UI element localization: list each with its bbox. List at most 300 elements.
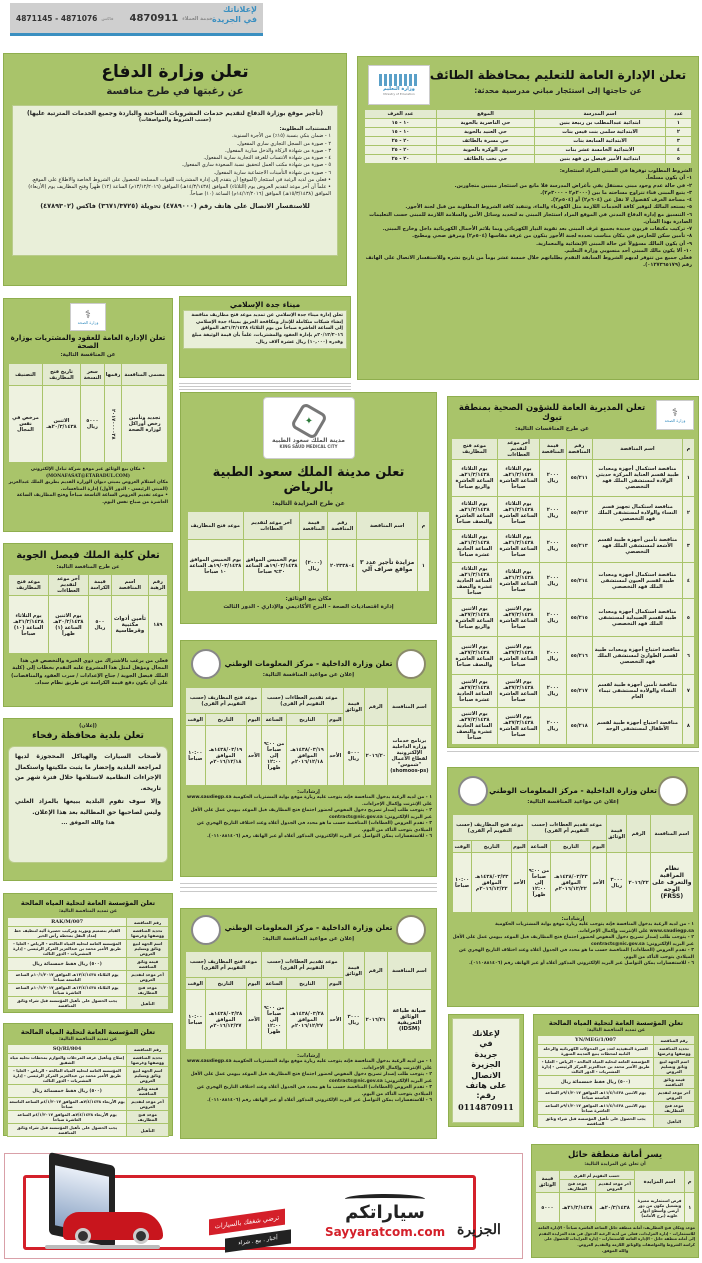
- cell: الأحد: [328, 990, 343, 1050]
- table-row: [538, 1102, 695, 1115]
- instructions-list: [452, 922, 694, 968]
- cell: الابتدائية الخامسة عشر بنات: [535, 146, 666, 155]
- col-header: قيمة المناقصة: [300, 512, 328, 540]
- cell: إصلاح وتأهيل غرفة المرحلات والعوازم بمحطات تحلية مياه الشقيق: [8, 1054, 127, 1067]
- cell: (٢٠٠٠) ريال: [300, 540, 328, 592]
- tender-table: [452, 814, 694, 913]
- cell: SQ/RI/804: [8, 1045, 127, 1054]
- cell: حي الناصرية بالحوية: [436, 119, 534, 128]
- tender-table: [185, 687, 432, 786]
- note: مكان استلام العروض بمبنى ديوان الوزارة القديم بطريق الملك عبدالعزيز (المبنى الرئيسي - الدور الأول) إدارة المنافسات.: [8, 480, 168, 492]
- ad-subtitle: عن تمديد المناقصة التالية:: [58, 909, 118, 914]
- ad-subtitle: عن تمديد المناقصة التالية:: [58, 1037, 118, 1042]
- cell: ١: [682, 460, 694, 497]
- col-group-header: موعد فتح المظاريف (حسب التقويم أم القرى): [186, 688, 262, 714]
- col-header: الوقت: [453, 841, 472, 853]
- term-item: ٤- مساحة الغرف كفصول لا تقل عن (٦٠٤م٢) أو (٥٠٤م٢).: [551, 197, 692, 203]
- instruction-item: ٦ - للاستفسارات يمكن التواصل عبر البريد الإلكتروني المذكور أعلاه أو عبر الهاتف رقم (٠١١٠٨٨١٤٠٦).: [469, 961, 694, 967]
- tender-portal-link[interactable]: (MONAFASAT@ETABADUL.COM): [46, 473, 130, 479]
- table-row: [8, 918, 169, 927]
- col-header: الرقم: [627, 815, 650, 853]
- ad-title: تعلن المؤسسة العامة لتحلية المياه المالحة: [20, 1028, 156, 1036]
- cell: ٢٠٠٠ ريال: [540, 460, 567, 497]
- ad-note: • فعلى من لديه الرغبة في استئجار (الموقع) أن يتقدم إلى إدارة المشتريات للقوات المسلحة للحصول على الشروط الخاصة والاطلاع على الموقع.: [31, 176, 331, 183]
- cell: ٥٥/٢١٨: [566, 708, 592, 745]
- header-brand-line1: لإعلاناتك: [223, 5, 257, 14]
- col-header: م: [682, 439, 694, 460]
- ad-subtitle: عن طرح المنافسات التالية:: [515, 426, 589, 432]
- instruction-item: ٣ - تقدم العروض (العطاءات) المناقصة حسب ما هو محدد في الجدول أعلاه وعند اختلاف التاريخ الهجري عن الميلادي يتوجب التأكد من اليوم.: [197, 1085, 432, 1097]
- col-group-header: موعد فتح المظاريف (حسب التقويم أم القرى): [186, 952, 262, 978]
- cell: ٥٥/٢١٣: [566, 530, 592, 563]
- col-header: آخر موعد لتقديم العطاءات: [497, 439, 539, 460]
- docs-list: [19, 133, 331, 177]
- cell: من ٩:٠٠ صباحاً إلى ١٢:٠٠ ظهراً: [262, 726, 287, 786]
- ad-subtitle: عن طرح المزايدة التالية:: [272, 500, 345, 507]
- cell: ٣: [665, 137, 691, 146]
- cell: يوم الاثنين ٢٧/٣/١٤٣٨هـ الساعة العاشرة صباحاً: [497, 599, 539, 637]
- ksmc-logo: [263, 397, 355, 459]
- col-header: موعد فتح المظاريف: [452, 439, 498, 460]
- tender-table: [8, 574, 168, 654]
- col-header: قيمة الوثائق: [606, 815, 627, 853]
- cell: يوم الثلاثاء ١٣/٤/١٤٣٨هـ الموافق ١٠/١/٢٠١٧م الساعة التاسعة صباحاً: [8, 971, 127, 984]
- col-header: اليوم: [512, 841, 527, 853]
- table-row: [186, 726, 432, 786]
- col-header: رقم الرهبة: [148, 575, 167, 596]
- row-label: موعد فتح المظاريف: [654, 1102, 695, 1115]
- instruction-item: ١ - من لديه الرغبة بدخول المنافسة فإنه يتوجب عليه زيارة موقع بوابة المشتريات الحكومية www.saudiegp.sa على الإنترنت وإكمال الإجراءات.: [495, 922, 694, 934]
- ad-title: تعلن وزارة الداخلية - مركز المعلومات الوطني: [489, 786, 657, 795]
- col-header: اسم المناقصة: [112, 575, 148, 596]
- term-item: ٦- التنسيق مع إدارة الدفاع المدني في الموقع المراد استئجار المبنى به لتحديد وسائل الأمن والسلامة اللازمة للمبنى حسب التعليمات الصادرة بهذا الشأن.: [369, 211, 692, 225]
- newspaper-ads-header: [10, 3, 263, 36]
- banner-services: أخبار . بيع . شراء: [225, 1229, 291, 1252]
- cell: يوم الاثنين ٢٧/٣/١٤٣٨هـ الساعة العاشرة صباحاً: [497, 708, 539, 745]
- row-label: التأهيل: [654, 1115, 695, 1128]
- table-row: [538, 1089, 695, 1102]
- table-row: [453, 853, 694, 913]
- ad-title: تعلن وزارة الداخلية - مركز المعلومات الوطني: [224, 923, 393, 932]
- moi-emblem-icon: [658, 776, 688, 806]
- col-header: التصنيف: [9, 364, 43, 386]
- al-jazirah-logo: الجزيرة: [457, 1222, 501, 1238]
- cell: ٢٠١٧٠٠٠٠٢٨: [104, 386, 122, 463]
- cell: ١٠:٠٠ صباحاً: [186, 726, 206, 786]
- row-label: موعد فتح المظاريف: [127, 984, 169, 997]
- cell: تجديد وتأمين رخص أوراكل لوزارة الصحة: [122, 386, 168, 463]
- cell: مناقصة احتياج أجهزة طبية لقسم الأطفال لمستشفى الوجه: [592, 708, 682, 745]
- cell: ٧: [682, 675, 694, 708]
- instruction-item: ٢ - يتوجب طلب إصدار تصريح دخول المفوض لحضور اجتماع فتح المظاريف قبل الموعد بيومي عمل على الأقل عبر البريد الإلكتروني: contracts@nic.gov.sa: [452, 935, 694, 947]
- table-row: [8, 984, 169, 997]
- doc-item: ٦ - صورة من شهادة التأمينات الاجتماعية سارية المفعول.: [213, 169, 331, 176]
- cell: يجب الحصول على تأهيل المؤسسة قبل شراء وثائق المناقصة: [8, 1124, 127, 1137]
- ad-nic-idsm: [180, 908, 437, 1139]
- term-item: ٩- أن يكون المالك مسؤولاً عن حالة المبنى الإنشائية والمعمارية.: [536, 240, 692, 247]
- brand-name-ar: سياراتكم: [345, 1202, 425, 1223]
- cell: ١: [417, 540, 429, 592]
- car-icon: [63, 1212, 163, 1240]
- promo-line: جريدة: [474, 1049, 498, 1059]
- col-header: موعد فتح المظاريف: [188, 512, 244, 540]
- col-header: الساعة: [527, 841, 551, 853]
- table-row: [8, 1085, 169, 1098]
- row-label: التأهيل: [127, 997, 169, 1010]
- table-row: [365, 155, 692, 164]
- ad-title: تعلن المؤسسة العامة لتحلية المياه المالحة: [548, 1019, 684, 1027]
- cell: ٢٠٠٠ ريال: [540, 708, 567, 745]
- cell: صيانة طباعة الوثائق التعريفية (IDSM): [387, 990, 431, 1050]
- cell: مناقصة استكمال تجهيز قسم النساء والولادة لمستشفى الملك فهد التخصصي: [592, 497, 682, 530]
- col-header: اليوم: [328, 714, 343, 726]
- cell: يوم الثلاثاء ٢١/٣/١٤٣٨هـ الساعة العاشرة والنصف صباحاً: [452, 497, 498, 530]
- cell: يوم الثلاثاء ٢١/٣/١٤٣٨هـ الساعة العاشرة صباحاً: [497, 563, 539, 599]
- cell: (٥٠٠) ريال فقط خمسمائة ريال: [8, 958, 127, 971]
- cell: ٥٥/٢١١: [566, 460, 592, 497]
- cell: ٥٠٠٠: [536, 1193, 560, 1223]
- cell: ١٤٣٨/٠٣/٢٨هـ الموافق ٢٠١٦/١٢/٢٧م: [205, 990, 246, 1050]
- ad-swcc-rak: [3, 893, 173, 1013]
- ad-title: تعلن بلدية محافظة رفحاء: [32, 731, 144, 741]
- docs-place-label: مكان بيع الوثائق:: [285, 596, 332, 602]
- table-row: [452, 530, 695, 563]
- col-header: عدد الغرف: [365, 110, 437, 119]
- row-label: تحديد المناقصة ووصفها وغرضها: [127, 1054, 169, 1067]
- col-header: آخر موعد لتقديم العطاءات: [49, 575, 89, 596]
- cell: ١٤٣٨/٠٣/٢٣هـ الموافق ٢٠١٦/١٢/٢٢م: [551, 853, 591, 913]
- row-label: رقم المناقصة: [127, 1045, 169, 1054]
- term-item: ٧- تركيب مكيفات فريون جديدة بجميع غرف المبنى بعد تقوية التيار الكهربائي وبما يلائم الأحمال الكهربائية داخل وخارج المبنى.: [382, 226, 692, 232]
- ad-contact: للاستفسار الاتصال على هاتف رقم (٤٧٨٩٠٠٠) تحويلة (٣٦٧١/٣٧٢٥) فاكس (٤٧٨٩٣٠٢): [40, 201, 310, 210]
- cell: حي نخب بالطائف: [436, 155, 534, 164]
- cell: ٢١/٣/١٤٣٨هـ: [559, 1193, 595, 1223]
- cell: مناقصة استكمال أجهزة ومعدات طبية لقسم الصيدلية لمستشفى الملك فهد التخصصي: [592, 599, 682, 637]
- doc-item: ١ - ضمان بنكي بنسبة (١٥٪) من الأجرة السنوية.: [231, 133, 331, 140]
- cell: الابتدائية سلمى بنت قيس بنات: [535, 128, 666, 137]
- ad-subtitle: عن تمديد المناقصة التالية:: [586, 1028, 646, 1033]
- cell: يوم الثلاثاء ٢١/٣/١٤٣٨هـ الساعة العاشرة صباحاً: [497, 497, 539, 530]
- ad-title: تعلن المؤسسة العامة لتحلية المياه المالحة: [20, 899, 156, 907]
- ad-title: تعلن وزارة الدفاع: [101, 62, 249, 82]
- promo-line: الجزيرة: [471, 1060, 501, 1070]
- customer-service-label: خدمة العملاء: [182, 15, 213, 22]
- ad-ministry-of-defense: [3, 53, 347, 286]
- cell: ٤: [665, 146, 691, 155]
- cell: ١٤٣٨/٠٣/١٩هـ الموافق ٢٠١٦/١٢/١٨م: [205, 726, 246, 786]
- cell: ١٤٣٨/٠٣/١٩هـ الموافق ٢٠١٦/١٢/١٨م: [287, 726, 328, 786]
- tender-details-table: [7, 917, 169, 1010]
- cell: يوم الثلاثاء ٢١/٣/١٤٣٨هـ الساعة الحادية عشرة والنصف صباحاً: [452, 563, 498, 599]
- instruction-item: ٣ - تقدم العروض (العطاءات) المناقصة حسب ما هو محدد في الجدول أعلاه وعند اختلاف التاريخ الهجري عن الميلادي يتوجب التأكد من اليوم.: [197, 821, 432, 833]
- cell: المؤسسة العامة لتحلية المياه المالحة - الرياض - العليا - طريق الأمير محمد بن عبدالعزيز المركز الرئيسي - إدارة المشتريات - الدور الثالث: [538, 1058, 654, 1076]
- auction-table: [187, 511, 430, 592]
- table-row: [538, 1058, 695, 1076]
- table-row: [9, 596, 168, 654]
- col-header: اسم المناقصة: [357, 512, 418, 540]
- promo-line: على هاتف: [465, 1080, 507, 1090]
- education-logo-icon: [379, 74, 419, 86]
- cell: ٨: [682, 708, 694, 745]
- sayyaratcom-banner[interactable]: [4, 1153, 523, 1259]
- table-row: [365, 119, 692, 128]
- table-row: [538, 1076, 695, 1089]
- tender-table: [185, 951, 432, 1050]
- ad-hail-municipality: [531, 1144, 699, 1258]
- ad-title: تعلن الإدارة العامة للعقود والمشتريات بوزارة الصحة: [10, 334, 166, 350]
- cell: ٥٠٠٠ ريال: [81, 386, 105, 463]
- ministry-of-health-logo: [656, 400, 694, 430]
- table-row: [8, 1045, 169, 1054]
- cell: يوم الثلاثاء ١٣/٤/١٤٣٨هـ الموافق ١٠/١/٢٠١٧م الساعة العاشرة صباحاً: [8, 984, 127, 997]
- cell: ٢٠٠٠ ريال: [540, 530, 567, 563]
- table-row: [538, 1115, 695, 1128]
- row-label: اسم الجهة لبيع وثائق وتسليم العروض: [127, 1067, 169, 1085]
- col-header: التاريخ: [472, 841, 512, 853]
- ad-title: يسر أمانة منطقة حائل: [567, 1150, 663, 1160]
- instruction-item: ٢ - يتوجب طلب إصدار تصريح دخول المفوض لحضور اجتماع فتح المظاريف قبل الموعد بيومي عمل على الأقل عبر البريد الإلكتروني: contracts@nic.gov.sa: [190, 1072, 432, 1084]
- cell: يوم الاثنين ٢٧/٣/١٤٣٨هـ الساعة الحادية عشرة صباحاً: [452, 675, 498, 708]
- ad-note: • علماً أن آخر موعد لتقديم العروض يوم (الثلاثاء) الموافق (١٤/٣/١٤٣٨هـ) الموافق (١٣/١٢/٢٠١٦م) الساعة (١٢) ظهراً وفتح المظاريف يوم (الأربعاء) الموافق (١٥/٣/١٤٣٨هـ) الموافق (١٤/١٢/٢٠١٦م) الساعة (١٠) صباحاً.: [28, 184, 331, 198]
- table-row: [8, 1098, 169, 1111]
- col-header: اسم المنافسة: [387, 952, 431, 990]
- cell: مزايدة تأجير عدد ٣ مواقع صراف آلي: [357, 540, 418, 592]
- cell: حي مسرة بالطائف: [436, 137, 534, 146]
- cell: يوم الثلاثاء ٢١/٣/١٤٣٨هـ الساعة العاشرة صباحاً: [497, 530, 539, 563]
- col-header: الوقت: [186, 978, 206, 990]
- term-item: ٥- يستعد المالك لتوفير كافة الخدمات اللازمة مثل الكهرباء والماء، وتنفيذ كافة الشروط المطلوبة من قبل لجنة الأجور.: [405, 204, 692, 211]
- col-header: اليوم: [246, 714, 261, 726]
- ad-moh-contracts: [3, 298, 173, 532]
- cell: ٥: [682, 599, 694, 637]
- row-label: رقم المناقصة: [127, 918, 169, 927]
- tender-table: [8, 363, 168, 463]
- ad-subtitle: عن حاجتها إلى استئجار مباني مدرسية محدثة:: [474, 86, 642, 95]
- col-header: اسم المنافسة: [387, 688, 431, 726]
- instruction-item: ١ - من لديه الرغبة بدخول المنافسة فإنه يتوجب عليه زيارة موقع بوابة المشتريات الحكومية www.saudiegp.sa على الإنترنت وإكمال الإجراءات.: [187, 795, 432, 807]
- doc-item: ٥ - صورة من شهادة مكتب العمل لتحقيق نسبة السعودة ساري المفعول.: [181, 162, 331, 169]
- cell: ٢٠٠٠ ريال: [540, 599, 567, 637]
- cell: برنامج خدمات وزارة الداخلية الإلكترونية لقطاع الأعمال "شموس" (shomoos-ps): [387, 726, 431, 786]
- cell: فرص استثمارية مميزة وتشغيل مكون من دور أرضي وأسطح أدوار علوية (برج الأمانة): [634, 1193, 685, 1223]
- cell: ٢٠/٣/١٤٣٨هـ: [595, 1193, 634, 1223]
- instructions-list: [185, 795, 432, 841]
- fax-numbers: 4871145 - 4871076: [16, 14, 98, 23]
- ad-subtitle: عن المنافسة التالية:: [60, 352, 116, 358]
- sayyaratcom-logo: [325, 1194, 445, 1239]
- ad-subject: (تأجير موقع بوزارة الدفاع لتقديم خدمات المشروبات الساخنة والباردة وجميع الخدمات المترتبة عليها): [27, 110, 323, 117]
- col-group-header: موعد تقديم العطاءات (حسب التقويم أم القرى): [262, 952, 344, 978]
- cell: مناقصة تأمين أجهزة طبية لقسم النساء والولادة لمستشفى تيماء العام: [592, 675, 682, 708]
- cell: ٥٥/٢١٦: [566, 637, 592, 675]
- col-group-header: موعد تقديم العطاءات (حسب التقويم أم القرى): [527, 815, 606, 841]
- cell: يوم الاثنين ١١/٤/١٤٣٨هـ الموافق ٩/١/٢٠١٧م الساعة العاشرة صباحاً: [538, 1102, 654, 1115]
- promo-line: رقم:: [476, 1091, 496, 1101]
- col-header: قيمة الكراسة: [88, 575, 112, 596]
- tenders-table: [451, 438, 695, 745]
- table-row: [188, 540, 430, 592]
- col-header: قيمة الوثائق: [343, 688, 364, 726]
- cell: مناقصة استكمال أجهزة ومعدات طبية لقسم العيون لمستشفى الملك فهد التخصصي: [592, 563, 682, 599]
- ad-jeddah-port: [179, 296, 351, 378]
- ministry-of-health-logo: [70, 303, 106, 331]
- table-row: [8, 1124, 169, 1137]
- col-header: آخر موعد لتقديم العطاءات: [243, 512, 300, 540]
- term-item: ١٠- ألا يكون مالك المبنى أحد منسوبي وزارة التعليم.: [564, 247, 692, 254]
- row-label: موعد فتح المظاريف: [127, 1111, 169, 1124]
- table-row: [365, 128, 692, 137]
- ad-tabuk-health: [447, 396, 699, 748]
- cell: ٢٠١٦/٢٢: [627, 853, 650, 913]
- instruction-item: ١ - من لديه الرغبة بدخول المنافسة فإنه يتوجب عليه زيارة موقع بوابة المشتريات الحكومية www.saudiegp.sa على الإنترنت وإكمال الإجراءات.: [187, 1059, 432, 1071]
- col-header: التاريخ: [287, 978, 328, 990]
- col-header: الرقم: [364, 952, 387, 990]
- table-row: [452, 637, 695, 675]
- ads-phone-number[interactable]: 0114870911: [458, 1101, 514, 1112]
- row-label: قيمة وثائق المناقصة: [127, 1085, 169, 1098]
- ad-subtitle: أن تعلن عن المزايدة التالية:: [584, 1162, 646, 1167]
- logo-text: وزارة الصحة: [664, 418, 686, 423]
- col-header: م: [685, 1171, 695, 1193]
- ad-footer: فعلى من يرغب بالاشتراك من ذوي الخبرة والتخصص في هذا المجال ومؤهل لمثل هذا المشروع عليه التقدم بخطاب إلى (كلية الملك فيصل الجوية / جناح الإعدادات / سرب العقود والمناقصات) على أن يكون دفع قيمة الكراسة عن طريق نظام سداد.: [11, 658, 168, 686]
- note: • موعد تقديم العروض الساعة التاسعة صباحاً وفتح المظاريف الساعة العاشرة من صباح نفس اليوم.: [16, 493, 168, 505]
- ad-swcc-sq: [3, 1023, 173, 1136]
- cell: ١٨٩: [148, 596, 167, 654]
- moi-emblem-icon: [396, 915, 426, 945]
- col-header: موعد فتح المظاريف: [9, 575, 49, 596]
- cell: من ٩:٠٠ صباحاً إلى ١٢:٠٠ ظهراً: [527, 853, 551, 913]
- cell: يجب الحصول على تأهيل المؤسسة قبل شراء وثائق المناقصة: [8, 997, 127, 1010]
- cell: مرخص في نفس المجال: [9, 386, 43, 463]
- ad-nic-frss: [447, 767, 699, 1007]
- col-header: قيمة المناقصة: [540, 439, 567, 460]
- cell: الأحد: [246, 990, 261, 1050]
- row-label: قيمة وثائق المناقصة: [127, 958, 169, 971]
- cell: ٥٥/٢١٤: [566, 563, 592, 599]
- col-header: قيمة الوثائق: [343, 952, 364, 990]
- cell: تأمين أدوات مكتبية وقرطاسية: [112, 596, 148, 654]
- brand-url-link[interactable]: Sayyaratcom.com: [325, 1225, 446, 1239]
- ad-subtitle: إعلان عن مواعيد المنافسة التالية:: [262, 672, 355, 678]
- cell: ١: [665, 119, 691, 128]
- ad-footer: فعلى جميع من تتوفر لديهم الشروط السابقة التقدم بطلباتهم خلال خمسة عشر يوماً من تاريخ نشره وللاستفسار الاتصال على الهاتف رقم (٠١٢٧٣٦٥١٧٩).: [365, 255, 692, 269]
- cell: حي العنيد بالحوية: [436, 128, 534, 137]
- ad-subtitle: إعلان عن مواعيد المنافسة التالية:: [527, 799, 619, 805]
- col-header: اسم المزايدة: [634, 1171, 685, 1193]
- nic-emblem-icon: [458, 776, 488, 806]
- cell: من ٩:٠٠ صباحاً إلى ١٢:٠٠ ظهراً: [262, 990, 287, 1050]
- cell: ٢: [682, 497, 694, 530]
- cell: ٢٠٠٠ ريال: [540, 637, 567, 675]
- col-header: سعر النسخة: [81, 364, 105, 386]
- doc-item: ٤ - صورة من شهادة الانتساب للغرفة التجارية سارية المفعول.: [203, 155, 331, 161]
- col-header: الرقم: [364, 688, 387, 726]
- logo-text-en: Ministry of Education: [383, 92, 415, 96]
- row-label: آخر موعد لتقديم العروض: [654, 1089, 695, 1102]
- col-header: الموقع: [436, 110, 534, 119]
- col-header: اسم المناقصة: [592, 439, 682, 460]
- cell: الاثنين ٢٠/٣/١٤٣٨هـ: [42, 386, 80, 463]
- row-label: اسم الجهة لبيع وثائق وتسليم العروض: [127, 940, 169, 958]
- table-row: [452, 708, 695, 745]
- cell: (٥٠٠) ريال فقط خمسمائة ريال: [538, 1076, 654, 1089]
- row-label: قيمة وثائق المناقصة: [654, 1076, 695, 1089]
- col-header: الساعة: [262, 978, 287, 990]
- cell: ٥٥/٢١٥: [566, 599, 592, 637]
- table-row: [452, 675, 695, 708]
- terms-heading: الشروط المطلوب توفرها في المبنى المراد استئجاره:: [559, 168, 692, 174]
- table-row: [8, 971, 169, 984]
- col-header: مسمى المنافسة: [122, 364, 168, 386]
- ad-subtitle: عن طرح المناقصة التالية:: [56, 564, 120, 570]
- col-group-header: موعد تقديم العطاءات (حسب التقويم أم القرى): [262, 688, 344, 714]
- cell: مناقصة احتياج أجهزة ومعدات طبية لقسم الطوارئ لمستشفى الملك فهد التخصصي: [592, 637, 682, 675]
- col-header: رقم المناقصة: [328, 512, 357, 540]
- schools-table: [364, 109, 692, 164]
- cell: الأحد: [328, 726, 343, 786]
- col-group-header: حسب التقويم أم القرى: [559, 1171, 634, 1180]
- cell: ٣٠٠٠ ريال: [343, 990, 364, 1050]
- col-group-header: موعد فتح المظاريف (حسب التقويم أم القرى): [453, 815, 528, 841]
- moh-logo-icon: ⚕: [672, 406, 678, 419]
- cell: ٣٠٠٠ ريال: [606, 853, 627, 913]
- cell: يوم الثلاثاء ٢١/٣/١٤٣٨هـ الساعة العاشرة والربع صباحاً: [452, 460, 498, 497]
- nic-emblem-icon: [191, 915, 221, 945]
- table-row: [536, 1193, 695, 1223]
- instruction-item: ٢ - يتوجب طلب إصدار تصريح دخول المفوض لحضور اجتماع فتح المظاريف قبل الموعد بيومي عمل على الأقل عبر البريد الإلكتروني: contracts@nic.gov.sa: [190, 808, 432, 820]
- term-item: ١- أن يكون مسلحاً.: [645, 175, 692, 182]
- ad-footer: موعد ومكان فتح المظاريف: أمانة منطقة حائل الساعة العاشرة صباحاً - الإدارة العامة للاستثمارات - إدارة المزايدات، فعلى من لديه الرغبة الدخول في هذه المزايدة التقدم إلى أمانة منطقة حائل - الإدارة العامة للاستثمارات - إدارة المزايدات للحصول على كراسة الشروط والمواصفات والوثائق اللازمة والتقديم العروض.: [538, 1225, 695, 1248]
- row-label: رقم المناقصة: [654, 1036, 695, 1045]
- table-row: [452, 460, 695, 497]
- col-header: رقم المناقصة: [566, 439, 592, 460]
- ad-conditions: (حسب الشروط والمواصفات): [138, 117, 212, 123]
- col-header: التاريخ: [205, 714, 246, 726]
- row-label: آخر موعد لتقديم العروض: [127, 1098, 169, 1111]
- table-row: [9, 386, 168, 463]
- col-header: اسم المدرسة: [535, 110, 666, 119]
- col-header: اليوم: [591, 841, 606, 853]
- cell: ٦: [682, 637, 694, 675]
- col-header: آخر موعد لتقديم العروض: [595, 1180, 634, 1193]
- cell: يوم الاثنين ٢٧/٣/١٤٣٨هـ الساعة العاشرة صباحاً: [497, 675, 539, 708]
- cell: مناقصة تأمين أجهزة طبية لقسم الأشعة لمستشفى الملك فهد التخصصي: [592, 530, 682, 563]
- cell: يوم الاثنين ١١/٤/١٤٣٨هـ الموافق ٩/١/٢٠١٧م الساعة التاسعة صباحاً: [538, 1089, 654, 1102]
- cell: يوم الخميس الموافق ١٩/٠٣/١٤٣٨هـ الساعة ١٠ صباحاً: [188, 540, 244, 592]
- cell: الأحد: [512, 853, 527, 913]
- ad-subtitle: إعلان عن مواعيد المنافسة التالية:: [262, 936, 355, 942]
- table-row: [538, 1036, 695, 1045]
- cell: ١٠:٠٠ صباحاً: [186, 990, 206, 1050]
- instruction-item: ٣ - تقدم العروض (العطاءات) المناقصة حسب ما هو محدد في الجدول أعلاه وعند اختلاف التاريخ الهجري عن الميلادي يتوجب التأكد من اليوم.: [459, 948, 694, 960]
- ad-title: تعلن المديرية العامة للشؤون الصحية بمنطقة تبوك: [458, 403, 646, 423]
- cell: يوم الخميس الموافق ١٩/٠٣/١٤٣٨هـ الساعة ٩:٣٠ صباحاً: [243, 540, 300, 592]
- cell: الابتدائية السابعة بنات: [535, 137, 666, 146]
- instructions-heading: إرشادات:: [561, 916, 585, 922]
- col-header: التاريخ: [551, 841, 591, 853]
- promo-line: لإعلانك: [472, 1028, 500, 1038]
- term-item: ٨- تأمين سكن للحارس في مكان مناسب تحدده لجنة الأجور يتكون من غرفة مقاسها (٥٠٤م٢) ومرفق صحي ومطبخ.: [412, 233, 692, 240]
- cell: ٢٠ - ٢٥: [365, 155, 437, 164]
- ad-title: تعلن كلية الملك فيصل الجوية: [16, 550, 160, 561]
- auction-table: [535, 1170, 695, 1223]
- table-row: [452, 599, 695, 637]
- cell: ١: [685, 1193, 695, 1223]
- table-row: [8, 958, 169, 971]
- cell: الأحد: [246, 726, 261, 786]
- ad-closing: والله الموفق.: [601, 1247, 629, 1253]
- tender-details-table: [537, 1035, 695, 1128]
